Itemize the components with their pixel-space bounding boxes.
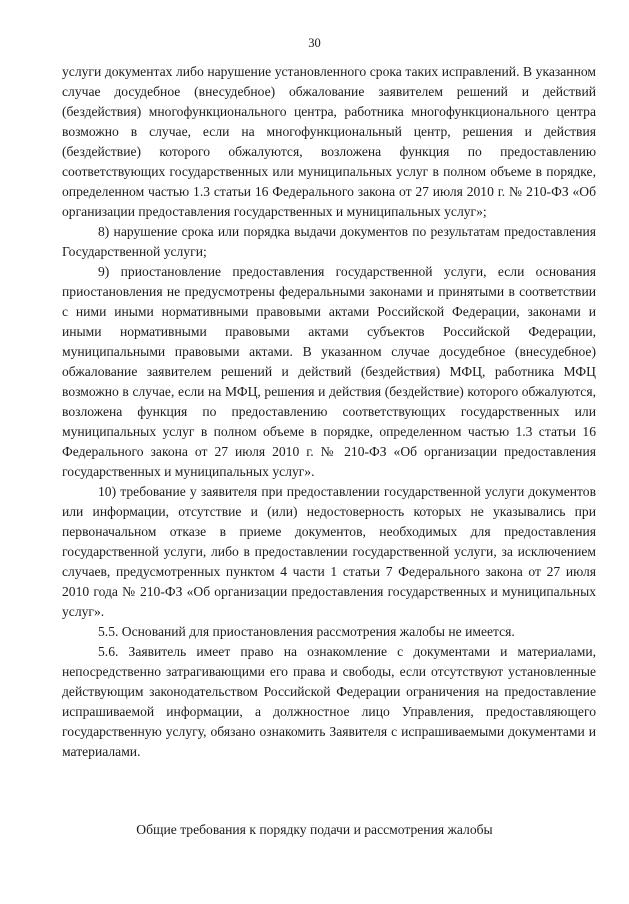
paragraph-item-9: 9) приостановление предоставления государственной услуги, если основания приостановления не предусмотрены федеральными законами и принятыми в соответствии с ними иными нормативными правовыми актами Российской Федерации, законами и иными нормативными правовыми актами субъектов Российской Федерации, муниципальными правовыми актами. В указанном случае досудебное (внесудебное) обжалование заявителем решений и действий (бездействия) МФЦ, работника МФЦ возможно в случае, если на МФЦ, решения и действия (бездействие) которого обжалуются, возложена функция по предоставлению соответствующих государственных или муниципальных услуг в полном объеме в порядке, определенном частью 1.3 статьи 16 Федерального закона от 27 июля 2010 г. № 210-ФЗ «Об организации предоставления государственных и муниципальных услуг». xyxy=(62,264,596,479)
page-number: 30 xyxy=(308,36,321,50)
paragraph-5-6: 5.6. Заявитель имеет право на ознакомление с документами и материалами, непосредственно затрагивающими его права и свободы, если отсутствуют установленные действующим законодательством Российской Федерации ограничения на предоставление испрашиваемой информации, а должностное лицо Управления, предоставляющего государственную услугу, обязано ознакомить Заявителя с испрашиваемыми документами и материалами. xyxy=(62,644,596,759)
paragraph-continuation: услуги документах либо нарушение установленного срока таких исправлений. В указанном случае досудебное (внесудебное) обжалование заявителем решений и действий (бездействия) многофункционального центра, работника многофункционального центра возможно в случае, если на многофункциональный центр, решения и действия (бездействие) которого обжалуются, возложена функция по предоставлению соответствующих государственных или муниципальных услуг в полном объеме в порядке, определенном частью 1.3 статьи 16 Федерального закона от 27 июля 2010 г. № 210-ФЗ «Об организации предоставления государственных и муниципальных услуг»; xyxy=(62,64,596,219)
paragraph-item-10: 10) требование у заявителя при предоставлении государственной услуги документов или информации, отсутствие и (или) недостоверность которых не указывались при первоначальном отказе в приеме документов, необходимых для предоставления государственной услуги, либо в предоставлении государственной услуги, за исключением случаев, предусмотренных пунктом 4 части 1 статьи 7 Федерального закона от 27 июля 2010 года № 210-ФЗ «Об организации предоставления государственных и муниципальных услуг». xyxy=(62,484,596,619)
document-body xyxy=(62,62,596,762)
paragraph-5-5: 5.5. Оснований для приостановления рассмотрения жалобы не имеется. xyxy=(98,624,515,639)
section-heading: Общие требования к порядку подачи и рассмотрения жалобы xyxy=(136,822,493,837)
paragraph-item-8: 8) нарушение срока или порядка выдачи документов по результатам предоставления Государственной услуги; xyxy=(62,224,596,259)
